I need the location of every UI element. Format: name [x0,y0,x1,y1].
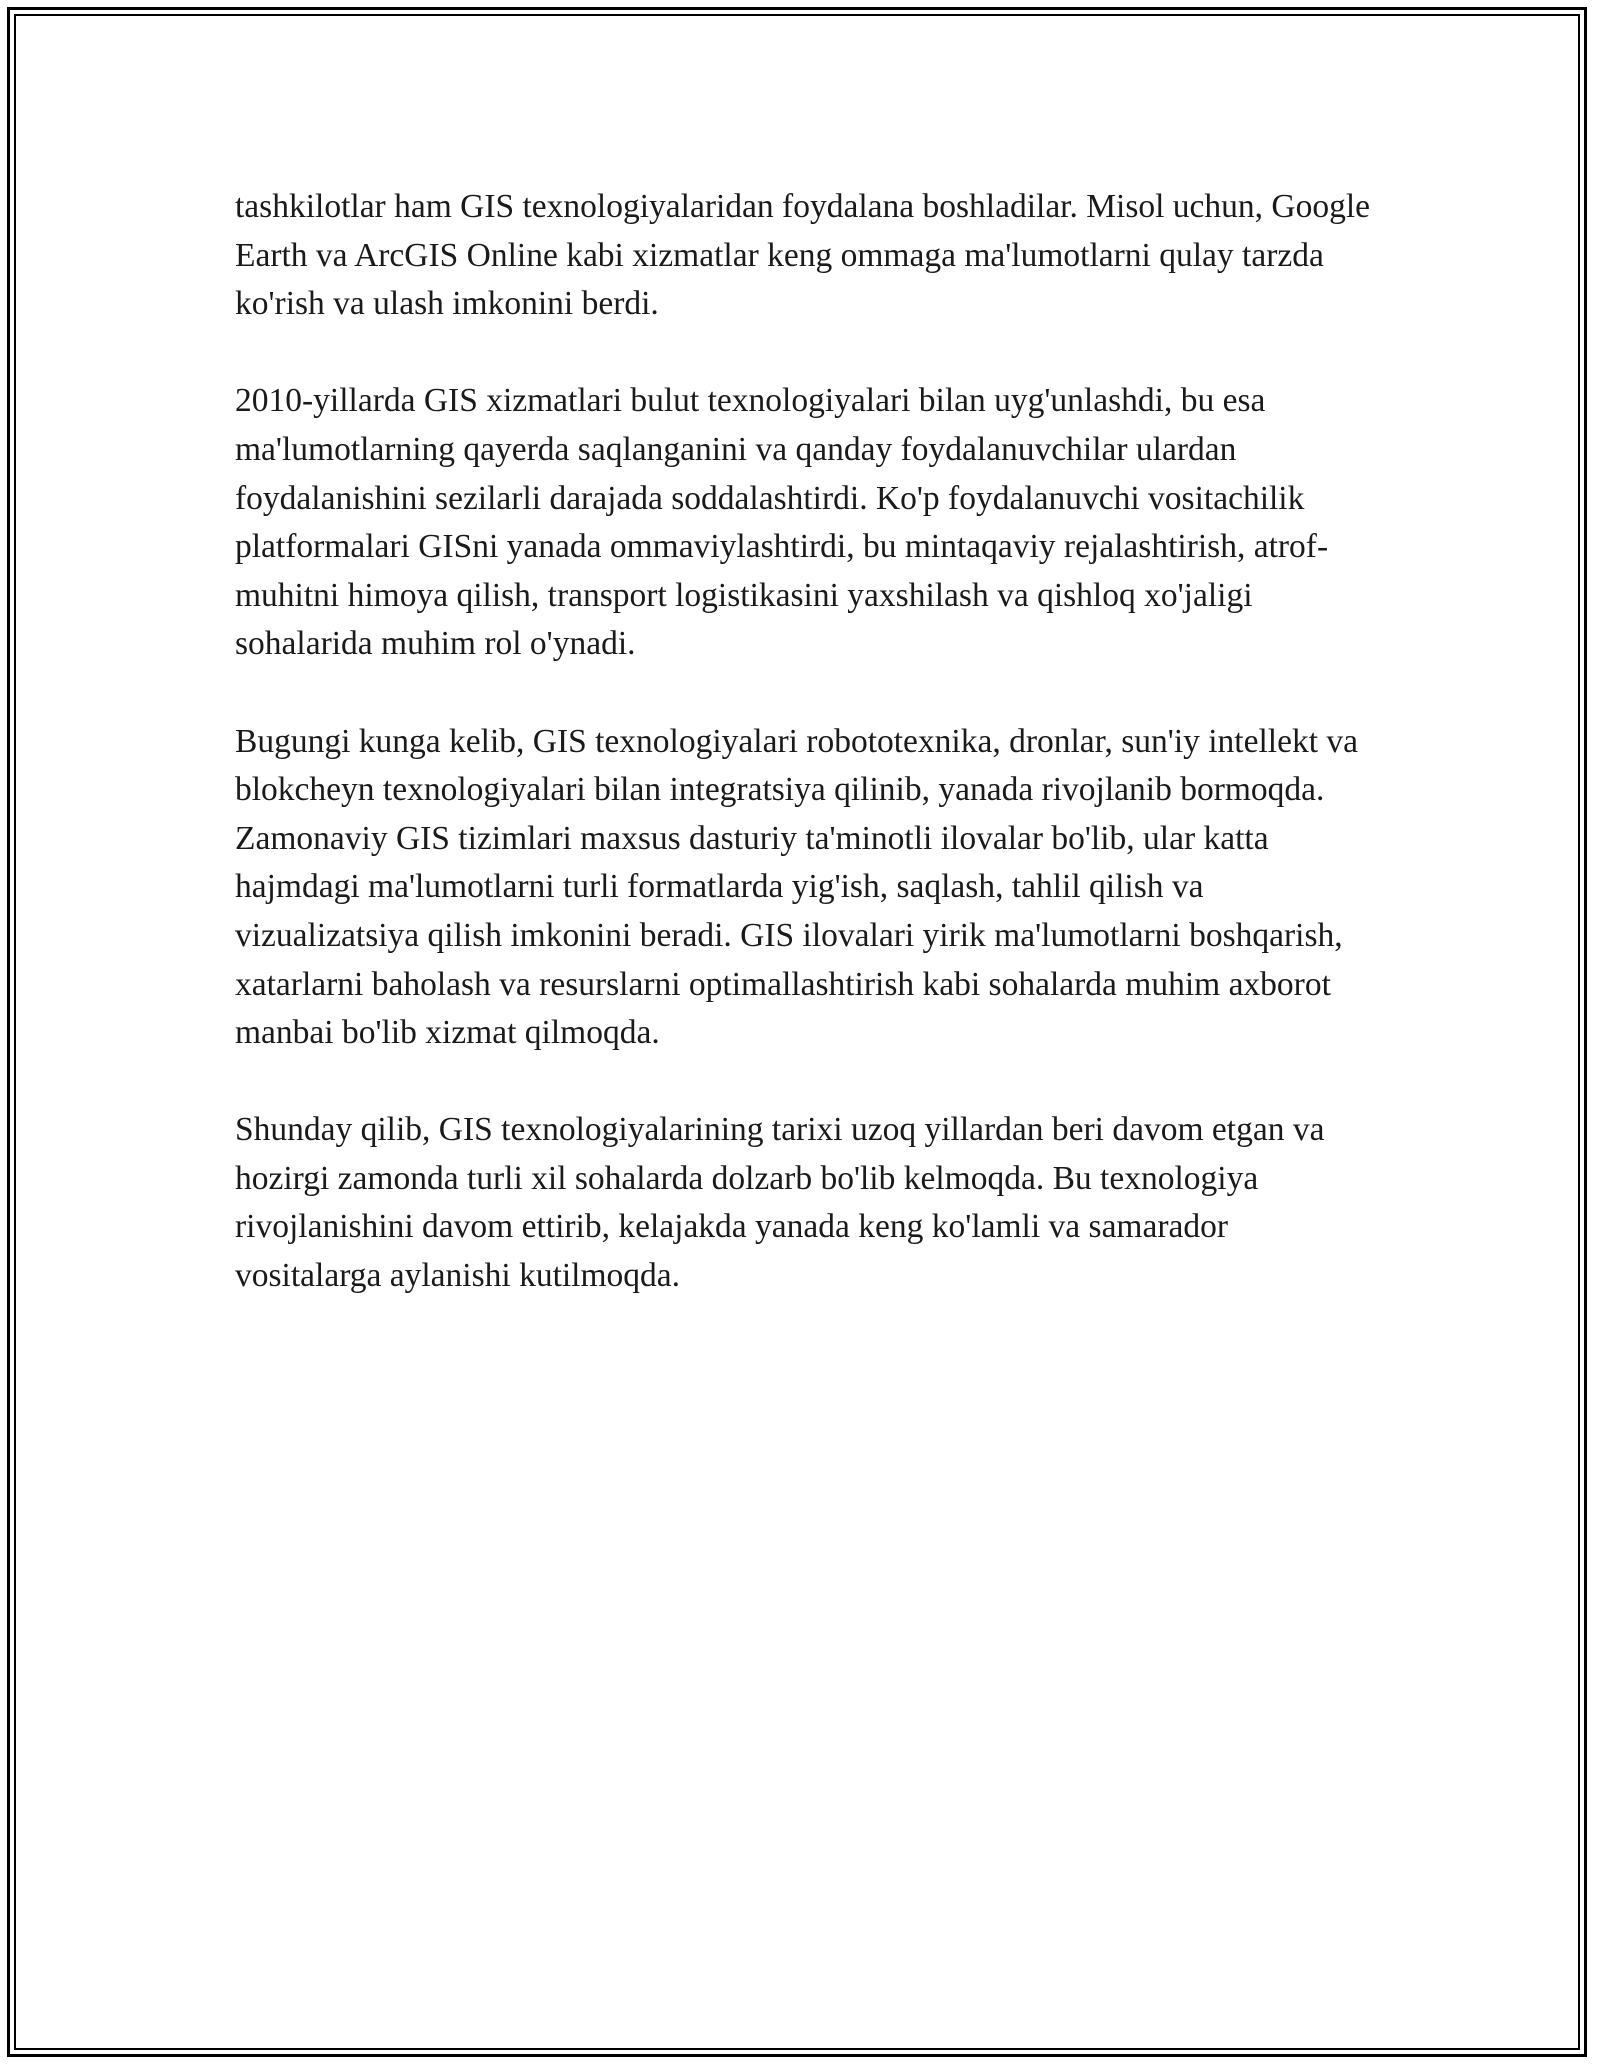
paragraph-3: Bugungi kunga kelib, GIS texnologiyalari robototexnika, dronlar, sun'iy intellekt va blokcheyn texnologiyalari bilan integratsiya qilinib, yanada rivojlanib bormoqda. Zamonaviy GIS tizimlari maxsus dasturiy ta'minotli ilovalar bo'lib, ular katta hajmdagi ma'lumotlarni turli formatlarda yig'ish, saqlash, tahlil qilish va vizualizatsiya qilish imkonini beradi. GIS ilovalari yirik ma'lumotlarni boshqarish, xatarlarni baholash va resurslarni optimallashtirish kabi sohalarda muhim axborot manbai bo'lib xizmat qilmoqda. [235,722,1359,1052]
paragraph-1: tashkilotlar ham GIS texnologiyalaridan foydalana boshladilar. Misol uchun, Google Earth va ArcGIS Online kabi xizmatlar keng ommaga ma'lumotlarni qulay tarzda ko'rish va ulash imkonini berdi. [235,188,1371,323]
paragraph-2: 2010-yillarda GIS xizmatlari bulut texnologiyalari bilan uyg'unlashdi, bu esa ma'lumotlarning qayerda saqlanganini va qanday foydalanuvchilar ulardan foydalanishini sezilarli darajada soddalashtirdi. Ko'p foydalanuvchi vositachilik platformalari GISni yanada ommaviylashtirdi, bu mintaqaviy rejalashtirish, atrof-muhitni himoya qilish, transport logistikasini yaxshilash va qishloq xo'jaligi sohalarida muhim rol o'ynadi. [235,382,1329,663]
document-body [235,183,1375,1349]
paragraph-4: Shunday qilib, GIS texnologiyalarining tarixi uzoq yillardan beri davom etgan va hozirgi zamonda turli xil sohalarda dolzarb bo'lib kelmoqda. Bu texnologiya rivojlanishini davom ettirib, kelajakda yanada keng ko'lamli va samarador vositalarga aylanishi kutilmoqda. [235,1111,1325,1295]
